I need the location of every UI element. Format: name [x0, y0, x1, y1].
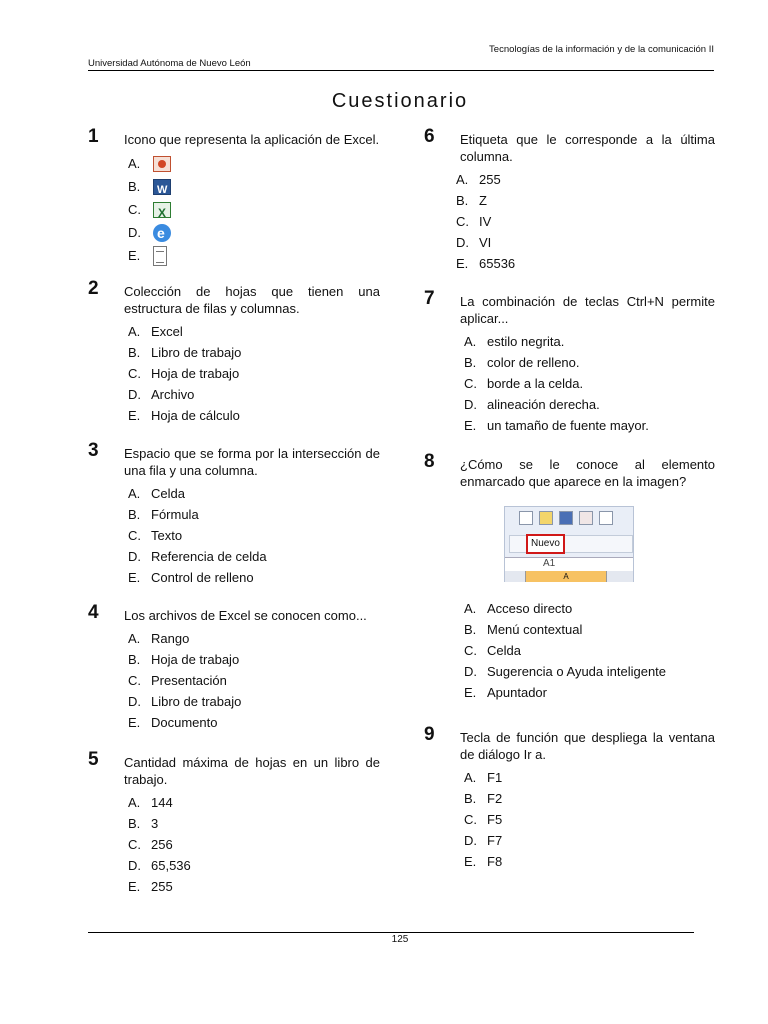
- question-number: 9: [424, 724, 435, 745]
- question-stem: Espacio que se forma por la intersección de una fila y una columna.: [124, 446, 380, 478]
- option-list: [464, 767, 715, 872]
- option-e[interactable]: E. F8: [464, 854, 503, 869]
- option-list: [128, 152, 380, 267]
- option-d[interactable]: D. Referencia de celda: [128, 549, 267, 564]
- option-b[interactable]: B. W: [128, 175, 380, 198]
- question-number: 3: [88, 440, 99, 461]
- formatting-toolbar: [509, 535, 633, 553]
- option-e[interactable]: E. 255: [128, 879, 173, 894]
- question-number: 1: [88, 126, 99, 147]
- question-3: [88, 440, 380, 588]
- option-d[interactable]: D. Archivo: [128, 387, 195, 402]
- option-c[interactable]: C. Celda: [464, 643, 521, 658]
- header-course: Tecnologías de la información y de la comunicación II: [489, 44, 714, 55]
- print-icon: [599, 511, 613, 525]
- permission-icon: [579, 511, 593, 525]
- option-c[interactable]: C. Hoja de trabajo: [128, 366, 240, 381]
- page-number: 125: [391, 934, 409, 945]
- option-b[interactable]: B. color de relleno.: [464, 355, 580, 370]
- option-a[interactable]: A. 255: [456, 172, 501, 187]
- option-b[interactable]: B. Menú contextual: [464, 622, 583, 637]
- question-stem: Cantidad máxima de hojas en un libro de trabajo.: [124, 755, 380, 787]
- new-document-icon: [519, 511, 533, 525]
- option-d[interactable]: D. 65,536: [128, 858, 191, 873]
- column-header-row: [505, 571, 633, 582]
- option-b[interactable]: B. Z: [456, 193, 487, 208]
- option-a[interactable]: A. Celda: [128, 486, 185, 501]
- question-number: 8: [424, 451, 435, 472]
- option-list: [464, 598, 715, 703]
- option-list: [128, 483, 380, 588]
- question-stem: Colección de hojas que tienen una estructura de filas y columnas.: [124, 284, 380, 316]
- option-a[interactable]: A.: [128, 152, 380, 175]
- header-divider: [88, 70, 714, 71]
- option-c[interactable]: C. IV: [456, 214, 492, 229]
- standard-toolbar: [509, 509, 633, 529]
- notepad-icon: [153, 246, 167, 266]
- question-stem: ¿Cómo se le conoce al elemento enmarcado que aparece en la imagen?: [460, 457, 715, 489]
- option-b[interactable]: B. Fórmula: [128, 507, 199, 522]
- option-e[interactable]: E. Documento: [128, 715, 218, 730]
- option-c[interactable]: C. Texto: [128, 528, 183, 543]
- question-stem: Icono que representa la aplicación de Excel.: [124, 132, 380, 147]
- internet-explorer-icon: [153, 224, 171, 242]
- question-stem: Etiqueta que le corresponde a la última columna.: [460, 132, 715, 164]
- option-list: [456, 169, 715, 274]
- question-4: [88, 602, 380, 733]
- cell-reference: A1: [543, 558, 556, 569]
- option-d[interactable]: D. alineación derecha.: [464, 397, 600, 412]
- question-stem: Tecla de función que despliega la ventana de diálogo Ir a.: [460, 730, 715, 762]
- option-a[interactable]: A. 144: [128, 795, 173, 810]
- option-list: [464, 331, 715, 436]
- option-a[interactable]: A. Excel: [128, 324, 183, 339]
- option-c[interactable]: C. F5: [464, 812, 503, 827]
- option-c[interactable]: C. 256: [128, 837, 173, 852]
- question-number: 4: [88, 602, 99, 623]
- question-9: [424, 724, 715, 872]
- option-e[interactable]: E. Apuntador: [464, 685, 547, 700]
- option-e[interactable]: E. Hoja de cálculo: [128, 408, 240, 423]
- open-folder-icon: [539, 511, 553, 525]
- nuevo-tooltip: Nuevo: [526, 534, 565, 554]
- option-d[interactable]: D. Sugerencia o Ayuda inteligente: [464, 664, 667, 679]
- option-c[interactable]: C. borde a la celda.: [464, 376, 584, 391]
- option-c[interactable]: C. Presentación: [128, 673, 227, 688]
- option-e[interactable]: E. un tamaño de fuente mayor.: [464, 418, 649, 433]
- question-number: 7: [424, 288, 435, 309]
- header-university: Universidad Autónoma de Nuevo León: [88, 58, 251, 69]
- option-d[interactable]: D. VI: [456, 235, 492, 250]
- word-icon: [153, 179, 171, 195]
- question-1: [88, 126, 380, 267]
- option-a[interactable]: A. Acceso directo: [464, 601, 573, 616]
- option-b[interactable]: B. 3: [128, 816, 159, 831]
- option-b[interactable]: B. Libro de trabajo: [128, 345, 242, 360]
- question-stem: Los archivos de Excel se conocen como...: [124, 608, 367, 623]
- option-e[interactable]: E.: [128, 244, 380, 267]
- option-d[interactable]: D. e: [128, 221, 380, 244]
- excel-icon: [153, 202, 171, 218]
- question-2: [88, 278, 380, 426]
- option-a[interactable]: A. F1: [464, 770, 503, 785]
- option-list: [128, 792, 380, 897]
- toolbar-screenshot: [504, 506, 634, 582]
- question-number: 2: [88, 278, 99, 299]
- option-e[interactable]: E. 65536: [456, 256, 516, 271]
- option-b[interactable]: B. F2: [464, 791, 503, 806]
- question-7: [424, 288, 715, 436]
- question-5: [88, 749, 380, 897]
- name-box-row: [505, 557, 633, 572]
- option-a[interactable]: A. estilo negrita.: [464, 334, 565, 349]
- question-6: [424, 126, 715, 274]
- option-d[interactable]: D. Libro de trabajo: [128, 694, 242, 709]
- footer-divider: [88, 932, 694, 933]
- option-c[interactable]: C. X: [128, 198, 380, 221]
- question-number: 5: [88, 749, 99, 770]
- option-b[interactable]: B. Hoja de trabajo: [128, 652, 240, 667]
- question-stem: La combinación de teclas Ctrl+N permite aplicar...: [460, 294, 715, 326]
- question-number: 6: [424, 126, 435, 147]
- option-a[interactable]: A. Rango: [128, 631, 190, 646]
- powerpoint-icon: [153, 156, 171, 172]
- option-e[interactable]: E. Control de relleno: [128, 570, 254, 585]
- save-icon: [559, 511, 573, 525]
- option-d[interactable]: D. F7: [464, 833, 503, 848]
- page-title: Cuestionario: [331, 90, 469, 112]
- option-list: [128, 321, 380, 426]
- column-header-a: A: [525, 571, 607, 582]
- option-list: [128, 628, 380, 733]
